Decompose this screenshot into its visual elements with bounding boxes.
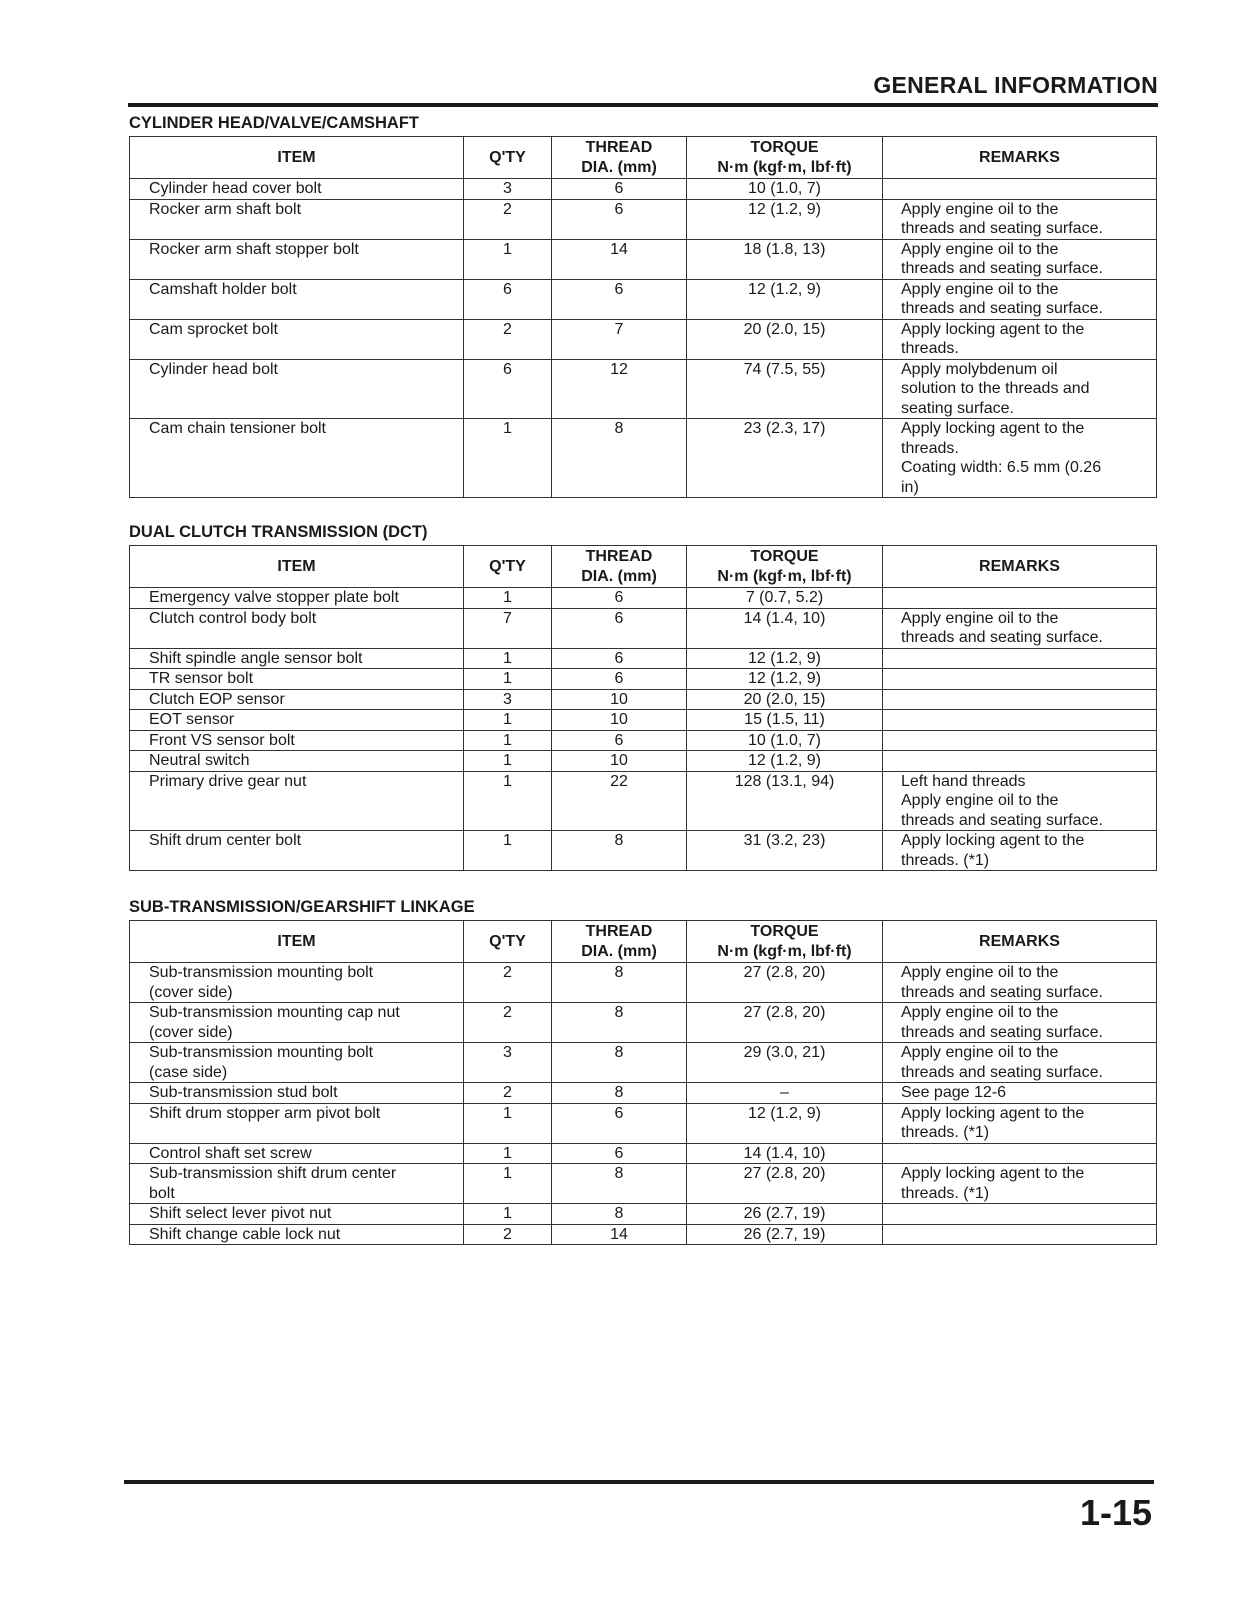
remark-line: threads. — [901, 340, 959, 357]
cell-thread: 6 — [552, 199, 687, 239]
remark-line: Apply engine oil to the — [901, 609, 1059, 627]
table-row — [130, 419, 1157, 498]
cell-torque: 7 (0.7, 5.2) — [687, 588, 883, 609]
cell-item — [130, 1164, 464, 1204]
col-header-item: ITEM — [130, 546, 464, 588]
remark-line: Apply locking agent to the — [901, 420, 1085, 437]
cell-item: Shift select lever pivot nut — [130, 1204, 464, 1225]
cell-item: Clutch EOP sensor — [130, 689, 464, 710]
cell-thread: 10 — [552, 710, 687, 731]
cell-remarks — [883, 1164, 1157, 1204]
cell-thread: 6 — [552, 669, 687, 690]
cell-item — [130, 1003, 464, 1043]
table-row — [130, 1003, 1157, 1043]
page-header-title: GENERAL INFORMATION — [873, 72, 1158, 98]
cell-remarks — [883, 751, 1157, 772]
cell-qty: 1 — [464, 239, 552, 279]
cell-remarks — [883, 588, 1157, 609]
section-title: CYLINDER HEAD/VALVE/CAMSHAFT — [129, 114, 419, 132]
cell-torque: 18 (1.8, 13) — [687, 239, 883, 279]
cell-thread: 12 — [552, 359, 687, 419]
cell-item: Front VS sensor bolt — [130, 730, 464, 751]
col-header-qty: Q'TY — [464, 921, 552, 963]
cell-qty: 2 — [464, 1083, 552, 1104]
cell-thread: 8 — [552, 831, 687, 871]
page-number: 1-15 — [1079, 1492, 1152, 1533]
header-row — [130, 137, 1157, 179]
cell-remarks — [883, 963, 1157, 1003]
remark-line: seating surface. — [901, 399, 1014, 417]
cell-item: Shift change cable lock nut — [130, 1224, 464, 1245]
cell-remarks — [883, 771, 1157, 831]
cell-torque: 27 (2.8, 20) — [687, 1003, 883, 1043]
cell-qty: 1 — [464, 1103, 552, 1143]
cell-torque: – — [687, 1083, 883, 1104]
cell-torque: 27 (2.8, 20) — [687, 1164, 883, 1204]
col-header-torque — [687, 546, 883, 588]
col-header-item: ITEM — [130, 137, 464, 179]
col-header-torque-line1: TORQUE — [750, 923, 819, 940]
table-row — [130, 648, 1157, 669]
remark-line: threads. (*1) — [901, 1124, 990, 1141]
cell-item: Shift spindle angle sensor bolt — [130, 648, 464, 669]
col-header-qty: Q'TY — [464, 546, 552, 588]
cell-thread: 8 — [552, 1164, 687, 1204]
cell-thread: 6 — [552, 588, 687, 609]
header-divider — [128, 103, 1158, 107]
cell-torque: 14 (1.4, 10) — [687, 1143, 883, 1164]
cell-remarks — [883, 359, 1157, 419]
cell-remarks — [883, 831, 1157, 871]
cell-item: Shift drum stopper arm pivot bolt — [130, 1103, 464, 1143]
col-header-torque-line2: N·m (kgf·m, lbf·ft) — [717, 942, 852, 960]
spec-table — [129, 545, 1157, 871]
cell-item: Emergency valve stopper plate bolt — [130, 588, 464, 609]
cell-torque: 15 (1.5, 11) — [687, 710, 883, 731]
cell-remarks — [883, 689, 1157, 710]
cell-qty: 1 — [464, 588, 552, 609]
cell-thread: 6 — [552, 1143, 687, 1164]
cell-torque: 12 (1.2, 9) — [687, 648, 883, 669]
cell-item: Neutral switch — [130, 751, 464, 772]
remark-line: threads and seating surface. — [901, 1063, 1103, 1081]
table-row — [130, 1043, 1157, 1083]
table-row — [130, 1083, 1157, 1104]
cell-remarks — [883, 419, 1157, 498]
cell-remarks — [883, 179, 1157, 200]
cell-torque: 23 (2.3, 17) — [687, 419, 883, 498]
cell-remarks — [883, 199, 1157, 239]
cell-torque: 74 (7.5, 55) — [687, 359, 883, 419]
remark-line: threads and seating surface. — [901, 1023, 1103, 1041]
cell-thread: 14 — [552, 1224, 687, 1245]
cell-torque: 10 (1.0, 7) — [687, 730, 883, 751]
col-header-remarks: REMARKS — [883, 921, 1157, 963]
cell-qty: 2 — [464, 319, 552, 359]
remark-line: Apply locking agent to the — [901, 1165, 1085, 1182]
cell-remarks — [883, 710, 1157, 731]
cell-item-line: bolt — [149, 1184, 175, 1202]
cell-remarks — [883, 1043, 1157, 1083]
table-row — [130, 771, 1157, 831]
cell-torque: 12 (1.2, 9) — [687, 669, 883, 690]
cell-torque: 27 (2.8, 20) — [687, 963, 883, 1003]
cell-item-line: (cover side) — [149, 983, 233, 1001]
footer-divider — [124, 1480, 1154, 1484]
cell-remarks — [883, 608, 1157, 648]
cell-item: Primary drive gear nut — [130, 771, 464, 831]
cell-item: EOT sensor — [130, 710, 464, 731]
table-row — [130, 608, 1157, 648]
col-header-torque-line1: TORQUE — [750, 548, 819, 565]
cell-item-line: Sub-transmission shift drum center — [149, 1165, 397, 1182]
spec-table — [129, 920, 1157, 1245]
cell-thread: 7 — [552, 319, 687, 359]
table-row — [130, 359, 1157, 419]
section-cylinder-head — [129, 110, 1157, 498]
cell-remarks — [883, 1204, 1157, 1225]
remark-line: Apply engine oil to the — [901, 280, 1059, 298]
remark-line: threads and seating surface. — [901, 983, 1103, 1001]
cell-thread: 8 — [552, 1043, 687, 1083]
cell-qty: 1 — [464, 1204, 552, 1225]
table-row — [130, 239, 1157, 279]
col-header-thread — [552, 546, 687, 588]
remark-line: threads and seating surface. — [901, 811, 1103, 829]
remark-line: threads. — [901, 439, 959, 457]
cell-torque: 10 (1.0, 7) — [687, 179, 883, 200]
remark-line: Apply locking agent to the — [901, 320, 1085, 338]
cell-torque: 31 (3.2, 23) — [687, 831, 883, 871]
header-row — [130, 546, 1157, 588]
cell-qty: 2 — [464, 1224, 552, 1245]
cell-thread: 10 — [552, 689, 687, 710]
col-header-thread-line1: THREAD — [585, 139, 653, 156]
table-row — [130, 1103, 1157, 1143]
cell-torque: 26 (2.7, 19) — [687, 1224, 883, 1245]
cell-remarks — [883, 669, 1157, 690]
remark-line: threads and seating surface. — [901, 260, 1103, 277]
table-row — [130, 669, 1157, 690]
col-header-thread — [552, 137, 687, 179]
cell-qty: 1 — [464, 419, 552, 498]
cell-item: Cylinder head cover bolt — [130, 179, 464, 200]
cell-thread: 6 — [552, 648, 687, 669]
remark-line: threads. (*1) — [901, 851, 990, 869]
cell-item: Clutch control body bolt — [130, 608, 464, 648]
cell-torque: 26 (2.7, 19) — [687, 1204, 883, 1225]
section-title: SUB-TRANSMISSION/GEARSHIFT LINKAGE — [129, 898, 475, 916]
cell-thread: 10 — [552, 751, 687, 772]
cell-remarks — [883, 730, 1157, 751]
remark-line: in) — [901, 478, 919, 496]
cell-remarks — [883, 319, 1157, 359]
table-row — [130, 963, 1157, 1003]
cell-qty: 1 — [464, 771, 552, 831]
cell-qty: 2 — [464, 199, 552, 239]
col-header-thread-line1: THREAD — [585, 548, 653, 565]
remark-line: Apply engine oil to the — [901, 1004, 1059, 1021]
cell-qty: 1 — [464, 751, 552, 772]
cell-thread: 6 — [552, 179, 687, 200]
cell-qty: 1 — [464, 730, 552, 751]
col-header-remarks: REMARKS — [883, 546, 1157, 588]
cell-thread: 6 — [552, 279, 687, 319]
remark-line: threads and seating surface. — [901, 220, 1103, 237]
cell-thread: 8 — [552, 1083, 687, 1104]
cell-torque: 12 (1.2, 9) — [687, 279, 883, 319]
table-row — [130, 689, 1157, 710]
remark-line: Apply engine oil to the — [901, 964, 1059, 981]
cell-thread: 8 — [552, 963, 687, 1003]
cell-remarks — [883, 1143, 1157, 1164]
cell-qty: 1 — [464, 1164, 552, 1204]
table-row — [130, 588, 1157, 609]
table-row — [130, 1224, 1157, 1245]
table-row — [130, 199, 1157, 239]
cell-item: Control shaft set screw — [130, 1143, 464, 1164]
table-row — [130, 179, 1157, 200]
cell-item-line: Sub-transmission mounting cap nut — [149, 1004, 400, 1021]
cell-torque: 12 (1.2, 9) — [687, 199, 883, 239]
header-row — [130, 921, 1157, 963]
cell-torque: 128 (13.1, 94) — [687, 771, 883, 831]
remark-line: Apply engine oil to the — [901, 1044, 1059, 1061]
table-row — [130, 1143, 1157, 1164]
cell-qty: 3 — [464, 1043, 552, 1083]
cell-remarks — [883, 1083, 1157, 1104]
remark-line: Apply engine oil to the — [901, 240, 1059, 258]
cell-item: Cam chain tensioner bolt — [130, 419, 464, 498]
cell-item: Rocker arm shaft bolt — [130, 199, 464, 239]
cell-thread: 8 — [552, 419, 687, 498]
col-header-torque-line1: TORQUE — [750, 139, 819, 156]
cell-qty: 3 — [464, 689, 552, 710]
cell-thread: 8 — [552, 1003, 687, 1043]
cell-torque: 20 (2.0, 15) — [687, 689, 883, 710]
cell-thread: 14 — [552, 239, 687, 279]
col-header-qty: Q'TY — [464, 137, 552, 179]
cell-item — [130, 1043, 464, 1083]
remark-line: See page 12-6 — [901, 1084, 1006, 1101]
table-row — [130, 730, 1157, 751]
cell-item: Cylinder head bolt — [130, 359, 464, 419]
table-row — [130, 279, 1157, 319]
remark-line: Left hand threads — [901, 772, 1026, 790]
cell-item: Sub-transmission stud bolt — [130, 1083, 464, 1104]
cell-item — [130, 963, 464, 1003]
cell-remarks — [883, 1003, 1157, 1043]
cell-qty: 1 — [464, 648, 552, 669]
remark-line: Coating width: 6.5 mm (0.26 — [901, 459, 1102, 476]
remark-line: solution to the threads and — [901, 380, 1090, 397]
cell-item: Rocker arm shaft stopper bolt — [130, 239, 464, 279]
cell-item-line: Sub-transmission mounting bolt — [149, 964, 374, 981]
table-row — [130, 831, 1157, 871]
section-dct — [129, 519, 1157, 871]
table-row — [130, 1164, 1157, 1204]
cell-qty: 2 — [464, 1003, 552, 1043]
table-row — [130, 1204, 1157, 1225]
table-row — [130, 710, 1157, 731]
section-sub-transmission — [129, 894, 1157, 1245]
col-header-item: ITEM — [130, 921, 464, 963]
cell-item-line: (cover side) — [149, 1023, 233, 1041]
remark-line: Apply locking agent to the — [901, 1104, 1085, 1122]
cell-remarks — [883, 1224, 1157, 1245]
cell-qty: 1 — [464, 710, 552, 731]
cell-torque: 12 (1.2, 9) — [687, 1103, 883, 1143]
cell-thread: 6 — [552, 730, 687, 751]
cell-qty: 3 — [464, 179, 552, 200]
cell-torque: 20 (2.0, 15) — [687, 319, 883, 359]
table-row — [130, 319, 1157, 359]
cell-qty: 1 — [464, 669, 552, 690]
col-header-thread — [552, 921, 687, 963]
cell-qty: 6 — [464, 359, 552, 419]
cell-torque: 29 (3.0, 21) — [687, 1043, 883, 1083]
cell-remarks — [883, 279, 1157, 319]
col-header-thread-line1: THREAD — [585, 923, 653, 940]
col-header-remarks: REMARKS — [883, 137, 1157, 179]
cell-qty: 1 — [464, 1143, 552, 1164]
cell-item: Shift drum center bolt — [130, 831, 464, 871]
spec-table — [129, 136, 1157, 498]
remark-line: Apply locking agent to the — [901, 832, 1085, 849]
remark-line: threads and seating surface. — [901, 300, 1103, 317]
cell-item: TR sensor bolt — [130, 669, 464, 690]
cell-remarks — [883, 1103, 1157, 1143]
cell-thread: 6 — [552, 608, 687, 648]
col-header-torque-line2: N·m (kgf·m, lbf·ft) — [717, 158, 852, 176]
section-title: DUAL CLUTCH TRANSMISSION (DCT) — [129, 523, 428, 541]
cell-thread: 8 — [552, 1204, 687, 1225]
cell-qty: 6 — [464, 279, 552, 319]
cell-qty: 2 — [464, 963, 552, 1003]
cell-remarks — [883, 239, 1157, 279]
remark-line: Apply molybdenum oil — [901, 360, 1058, 378]
cell-item-line: (case side) — [149, 1063, 228, 1081]
col-header-torque — [687, 137, 883, 179]
remark-line: Apply engine oil to the — [901, 792, 1059, 809]
table-row — [130, 751, 1157, 772]
cell-item: Camshaft holder bolt — [130, 279, 464, 319]
cell-remarks — [883, 648, 1157, 669]
remark-line: threads. (*1) — [901, 1184, 990, 1202]
cell-item-line: Sub-transmission mounting bolt — [149, 1044, 374, 1061]
cell-item: Cam sprocket bolt — [130, 319, 464, 359]
cell-torque: 12 (1.2, 9) — [687, 751, 883, 772]
col-header-torque — [687, 921, 883, 963]
cell-thread: 6 — [552, 1103, 687, 1143]
cell-qty: 1 — [464, 831, 552, 871]
cell-qty: 7 — [464, 608, 552, 648]
col-header-thread-line2: DIA. (mm) — [581, 567, 657, 585]
col-header-thread-line2: DIA. (mm) — [581, 942, 657, 960]
remark-line: threads and seating surface. — [901, 629, 1103, 646]
cell-thread: 22 — [552, 771, 687, 831]
col-header-thread-line2: DIA. (mm) — [581, 158, 657, 176]
cell-torque: 14 (1.4, 10) — [687, 608, 883, 648]
col-header-torque-line2: N·m (kgf·m, lbf·ft) — [717, 567, 852, 585]
remark-line: Apply engine oil to the — [901, 200, 1059, 218]
